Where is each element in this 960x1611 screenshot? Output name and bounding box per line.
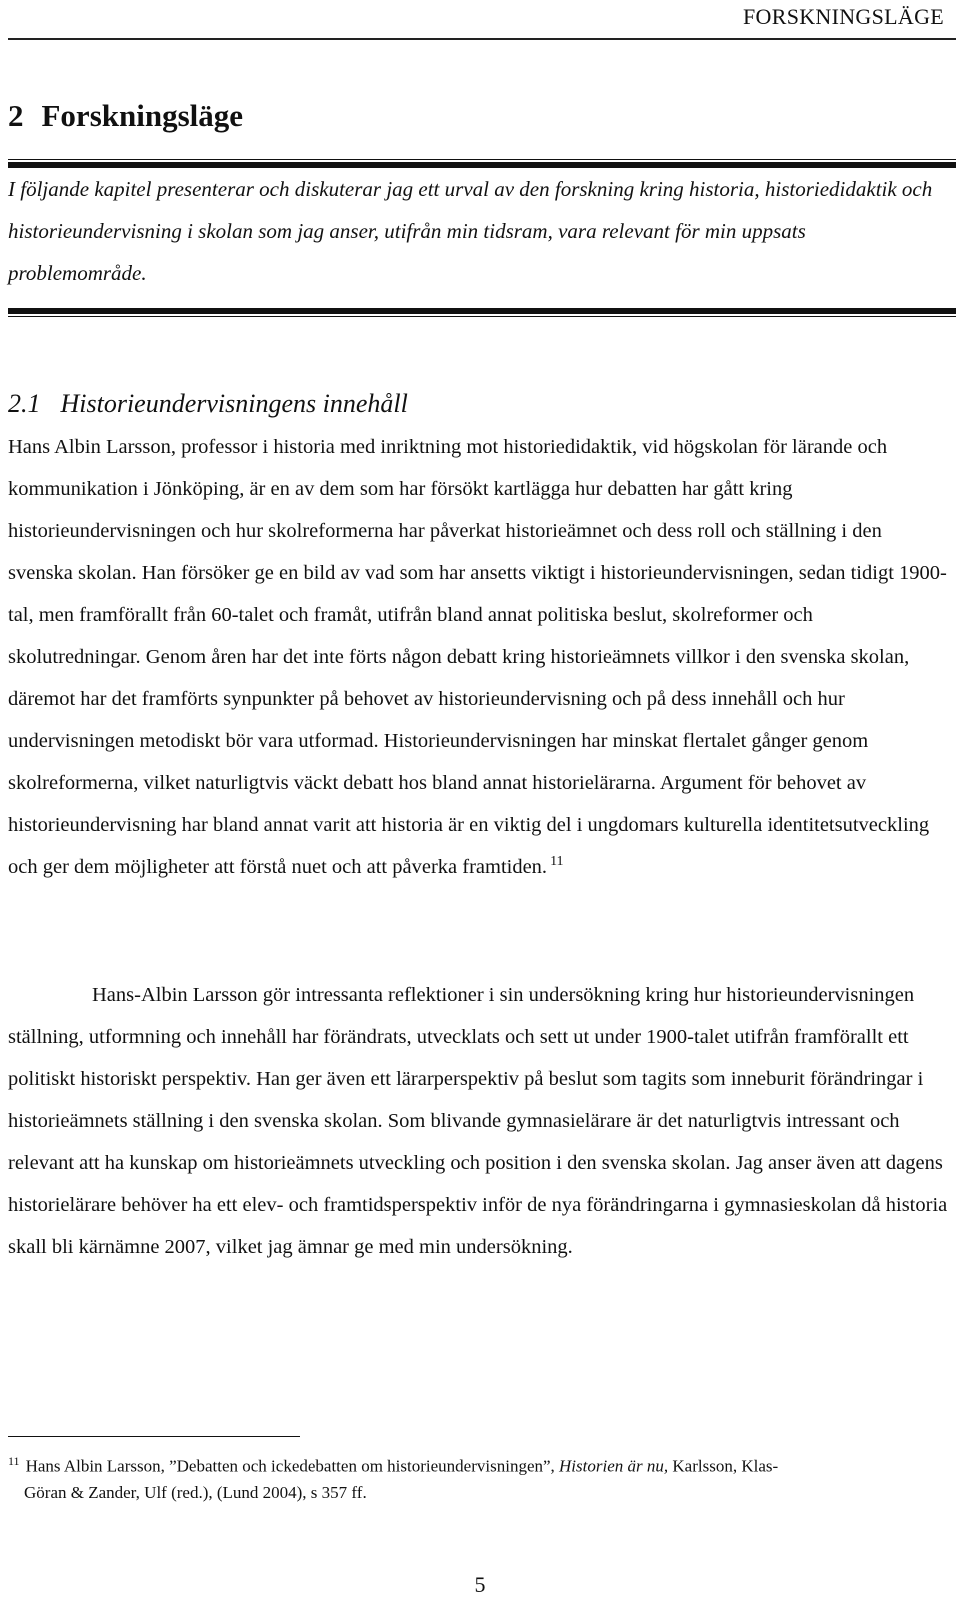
- footnote-rule: [8, 1436, 300, 1437]
- footnote-italic-title: Historien är nu,: [559, 1456, 669, 1476]
- body-paragraph-2: Hans-Albin Larsson gör intressanta reflektioner i sin undersökning kring hur historieundervisningen ställning, utformning och innehåll har förändrats, utvecklats och sett ut under 1900-talet utifrån framförallt ett politiskt historiskt perspektiv. Han ger även ett lärarperspektiv på beslut som tagits som inneburit förändringar i historieämnets ställning i den svenska skolan. Som blivande gymnasielärare är det naturligtvis intressant och relevant att ha kunskap om historieämnets utveckling och position i den svenska skolan. Jag anser även att dagens historielärare behöver ha ett elev- och framtidsperspektiv inför de nya förändringarna i gymnasieskolan då historia skall bli kärnämne 2007, vilket jag ämnar ge med min undersökning.: [8, 984, 948, 1258]
- footnote: [8, 1448, 948, 1506]
- footnote-text-1: Hans Albin Larsson, ”Debatten och ickedebatten om historieundervisningen”,: [25, 1456, 560, 1476]
- section-title-text: Historieundervisningens innehåll: [60, 389, 408, 418]
- chapter-title-text: Forskningsläge: [41, 98, 244, 133]
- footnote-text-3: Göran & Zander, Ulf (red.), (Lund 2004), s 357 ff.: [24, 1482, 367, 1502]
- chapter-title: [8, 98, 243, 134]
- section-title: [8, 389, 408, 419]
- body-paragraph-1: [8, 426, 948, 888]
- intro-bottom-rule: [8, 308, 956, 314]
- footnote-text-2: Karlsson, Klas-: [668, 1456, 779, 1476]
- page-number: 5: [474, 1572, 486, 1597]
- section-number: 2.1: [8, 389, 41, 418]
- chapter-number: 2: [8, 98, 24, 133]
- footnote-number: 11: [8, 1454, 20, 1468]
- paragraph-1-text: Hans Albin Larsson, professor i historia med inriktning mot historiedidaktik, vid högskolan för lärande och kommunikation i Jönköping, är en av dem som har försökt kartlägga hur debatten har gått kring historieundervisningen och hur skolreformerna har påverkat historieämnet och dess roll och ställning i den svenska skolan. Han försöker ge en bild av vad som har ansetts viktigt i historieundervisningen, sedan tidigt 1900-tal, men framförallt från 60-talet och framåt, utifrån bland annat politiska beslut, skolreformer och skolutredningar. Genom åren har det inte förts någon debatt kring historieämnets villkor i den svenska skolan, däremot har det framförts synpunkter på behovet av historieundervisning och på dess innehåll och hur undervisningen metodiskt bör vara utformad. Historieundervisningen har minskat flertalet gånger genom skolreformerna, vilket naturligtvis väckt debatt hos bland annat historielärarna. Argument för behovet av historieundervisning har bland annat varit att historia är en viktig del i ungdomars kulturella identitetsutveckling och ger dem möjligheter att förstå nuet och att påverka framtiden.: [8, 436, 947, 878]
- footnote-reference: 11: [550, 854, 564, 870]
- intro-paragraph: I följande kapitel presenterar och diskuterar jag ett urval av den forskning kring historia, historiedidaktik och historieundervisning i skolan som jag anser, utifrån min tidsram, vara relevant för min uppsats problemområde.: [8, 177, 933, 285]
- header-rule: [8, 38, 956, 40]
- running-header: FORSKNINGSLÄGE: [743, 4, 944, 29]
